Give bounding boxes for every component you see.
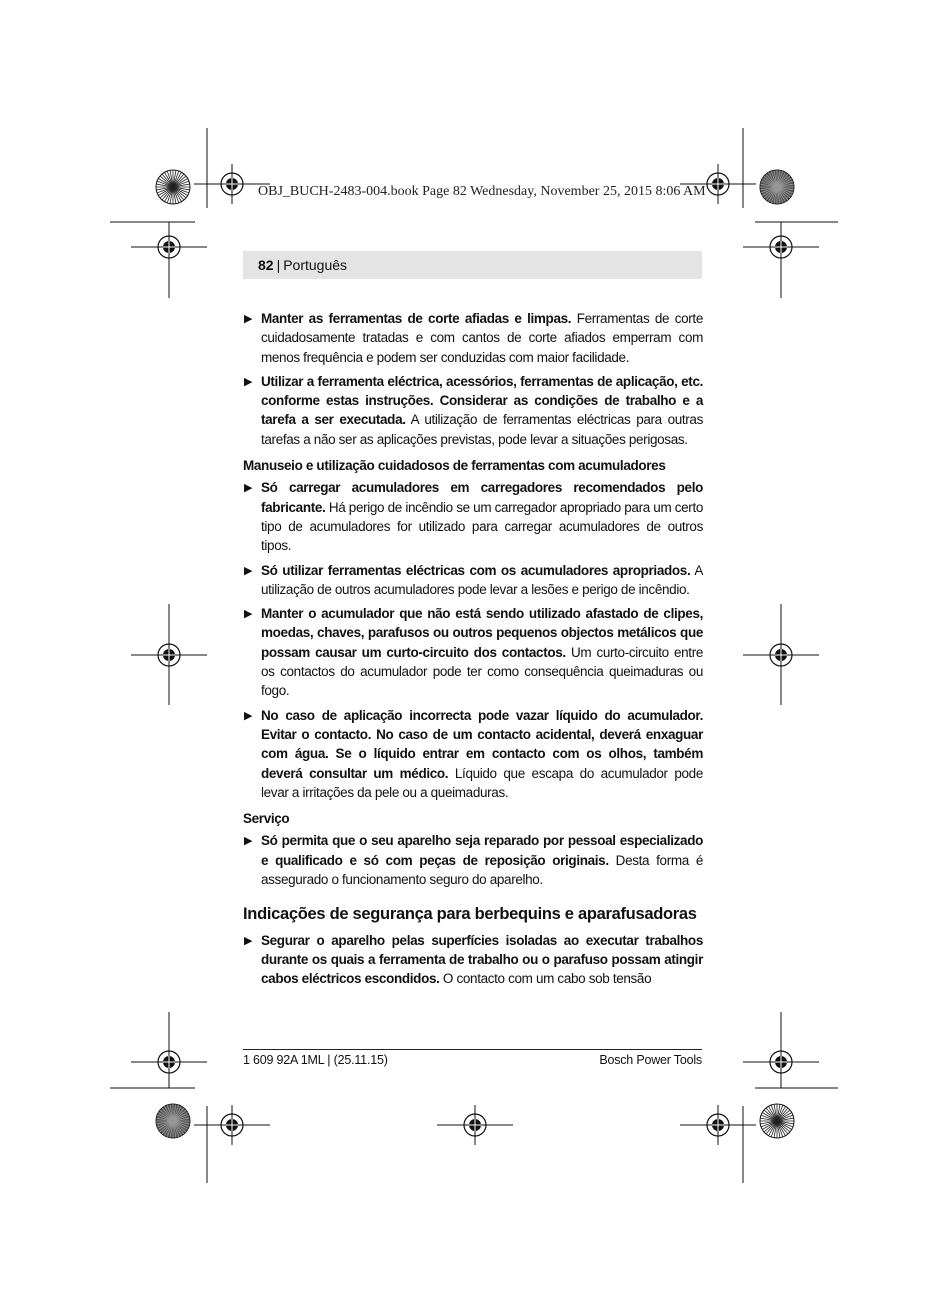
registration-star-target-icon bbox=[156, 1104, 190, 1138]
bullet-arrow-icon: ▶ bbox=[244, 835, 253, 848]
page-header bbox=[243, 251, 702, 279]
section-heading-battery: Manuseio e utilização cuidadosos de ferramentas com acumuladores bbox=[243, 458, 666, 474]
item-emphasis: Utilizar a ferramenta eléctrica, acessórios, ferramentas de aplicação, etc. conforme estas instruções. Considerar as condições de trabalho e a tarefa a ser executada. bbox=[261, 373, 703, 428]
bullet-arrow-icon: ▶ bbox=[244, 934, 253, 947]
section-heading-service: Serviço bbox=[243, 811, 290, 827]
book-slug-line: OBJ_BUCH-2483-004.book Page 82 Wednesday, November 25, 2015 8:06 AM bbox=[258, 184, 706, 199]
section-heading-drills: Indicações de segurança para berbequins e aparafusadoras bbox=[243, 905, 697, 924]
bullet-arrow-icon: ▶ bbox=[244, 313, 253, 325]
page-number: 82 bbox=[258, 257, 274, 273]
item-emphasis: Só carregar acumuladores em carregadores recomendados pelo fabricante. bbox=[261, 480, 703, 515]
item-text: Há perigo de incêndio se um carregador apropriado para um certo tipo de acumuladores for utilizado para carregar acumuladores de outros tipos. bbox=[261, 499, 703, 554]
item-text: Ferramentas de corte cuidadosamente tratadas e com cantos de corte afiados emperram com menos frequência e podem ser conduzidas com maior facilidade. bbox=[261, 311, 703, 365]
registration-crosshair-icon bbox=[131, 227, 207, 267]
registration-star-target-icon bbox=[760, 1104, 794, 1138]
item-emphasis: Manter as ferramentas de corte afiadas e limpas. bbox=[261, 311, 572, 326]
registration-crosshair-icon bbox=[743, 227, 819, 267]
item-emphasis: No caso de aplicação incorrecta pode vazar líquido do acumulador. Evitar o contacto. No caso de um contacto acidental, deverá enxaguar com água. Se o líquido entrar em contacto com os olhos, também deverá consultar um médico. bbox=[261, 707, 703, 781]
item-emphasis: Só permita que o seu aparelho seja reparado por pessoal especializado e qualificado e só com peças de reposição originais. bbox=[261, 833, 703, 868]
item-text: Um curto-circuito entre os contactos do acumulador pode ter como consequência queimaduras ou fogo. bbox=[261, 644, 703, 699]
registration-crosshair-icon bbox=[131, 635, 207, 675]
item-emphasis: Manter o acumulador que não está sendo utilizado afastado de clipes, moedas, chaves, parafusos ou outros pequenos objectos metálicos que possam causar um curto-circuito dos contactos. bbox=[261, 606, 703, 660]
bullet-arrow-icon: ▶ bbox=[244, 482, 253, 495]
registration-crosshair-icon bbox=[680, 1105, 756, 1145]
safety-item bbox=[243, 604, 703, 700]
safety-item bbox=[243, 561, 703, 600]
safety-item bbox=[243, 372, 703, 449]
registration-star-target-icon bbox=[760, 170, 794, 204]
item-text: Líquido que escapa do acumulador pode levar a irritações da pele ou a queimaduras. bbox=[261, 765, 703, 800]
footer-brand: Bosch Power Tools bbox=[599, 1053, 702, 1067]
safety-item bbox=[243, 309, 703, 367]
footer-divider bbox=[243, 1049, 702, 1050]
item-text: A utilização de ferramentas eléctricas para outras tarefas a não ser as aplicações previstas, pode levar a situações perigosas. bbox=[261, 412, 703, 447]
registration-crosshair-icon bbox=[743, 635, 819, 675]
item-emphasis: Segurar o aparelho pelas superfícies isoladas ao executar trabalhos durante os quais a ferramenta de trabalho ou o parafuso possam atingir cabos eléctricos escondidos. bbox=[261, 932, 703, 987]
header-separator: | bbox=[276, 257, 281, 273]
footer-doc-code: 1 609 92A 1ML | (25.11.15) bbox=[243, 1053, 388, 1067]
registration-crosshair-icon bbox=[437, 1105, 513, 1145]
registration-crosshair-icon bbox=[743, 1042, 819, 1082]
registration-crosshair-icon bbox=[131, 1042, 207, 1082]
registration-star-target-icon bbox=[156, 170, 190, 204]
header-language: Português bbox=[283, 257, 348, 273]
document-body bbox=[243, 309, 703, 994]
bullet-arrow-icon: ▶ bbox=[244, 564, 253, 577]
safety-item bbox=[243, 931, 703, 989]
safety-item bbox=[243, 831, 703, 889]
item-text: Desta forma é assegurado o funcionamento seguro do aparelho. bbox=[261, 852, 703, 888]
bullet-arrow-icon: ▶ bbox=[244, 375, 253, 388]
safety-item bbox=[243, 706, 703, 802]
item-text: A utilização de outros acumuladores pode levar a lesões e perigo de incêndio. bbox=[261, 562, 703, 597]
registration-crosshair-icon bbox=[194, 1105, 270, 1145]
safety-item bbox=[243, 478, 703, 555]
bullet-arrow-icon: ▶ bbox=[244, 608, 253, 621]
item-emphasis: Só utilizar ferramentas eléctricas com os acumuladores apropriados. bbox=[261, 562, 691, 578]
item-text: O contacto com um cabo sob tensão bbox=[439, 971, 652, 987]
bullet-arrow-icon: ▶ bbox=[244, 709, 253, 722]
